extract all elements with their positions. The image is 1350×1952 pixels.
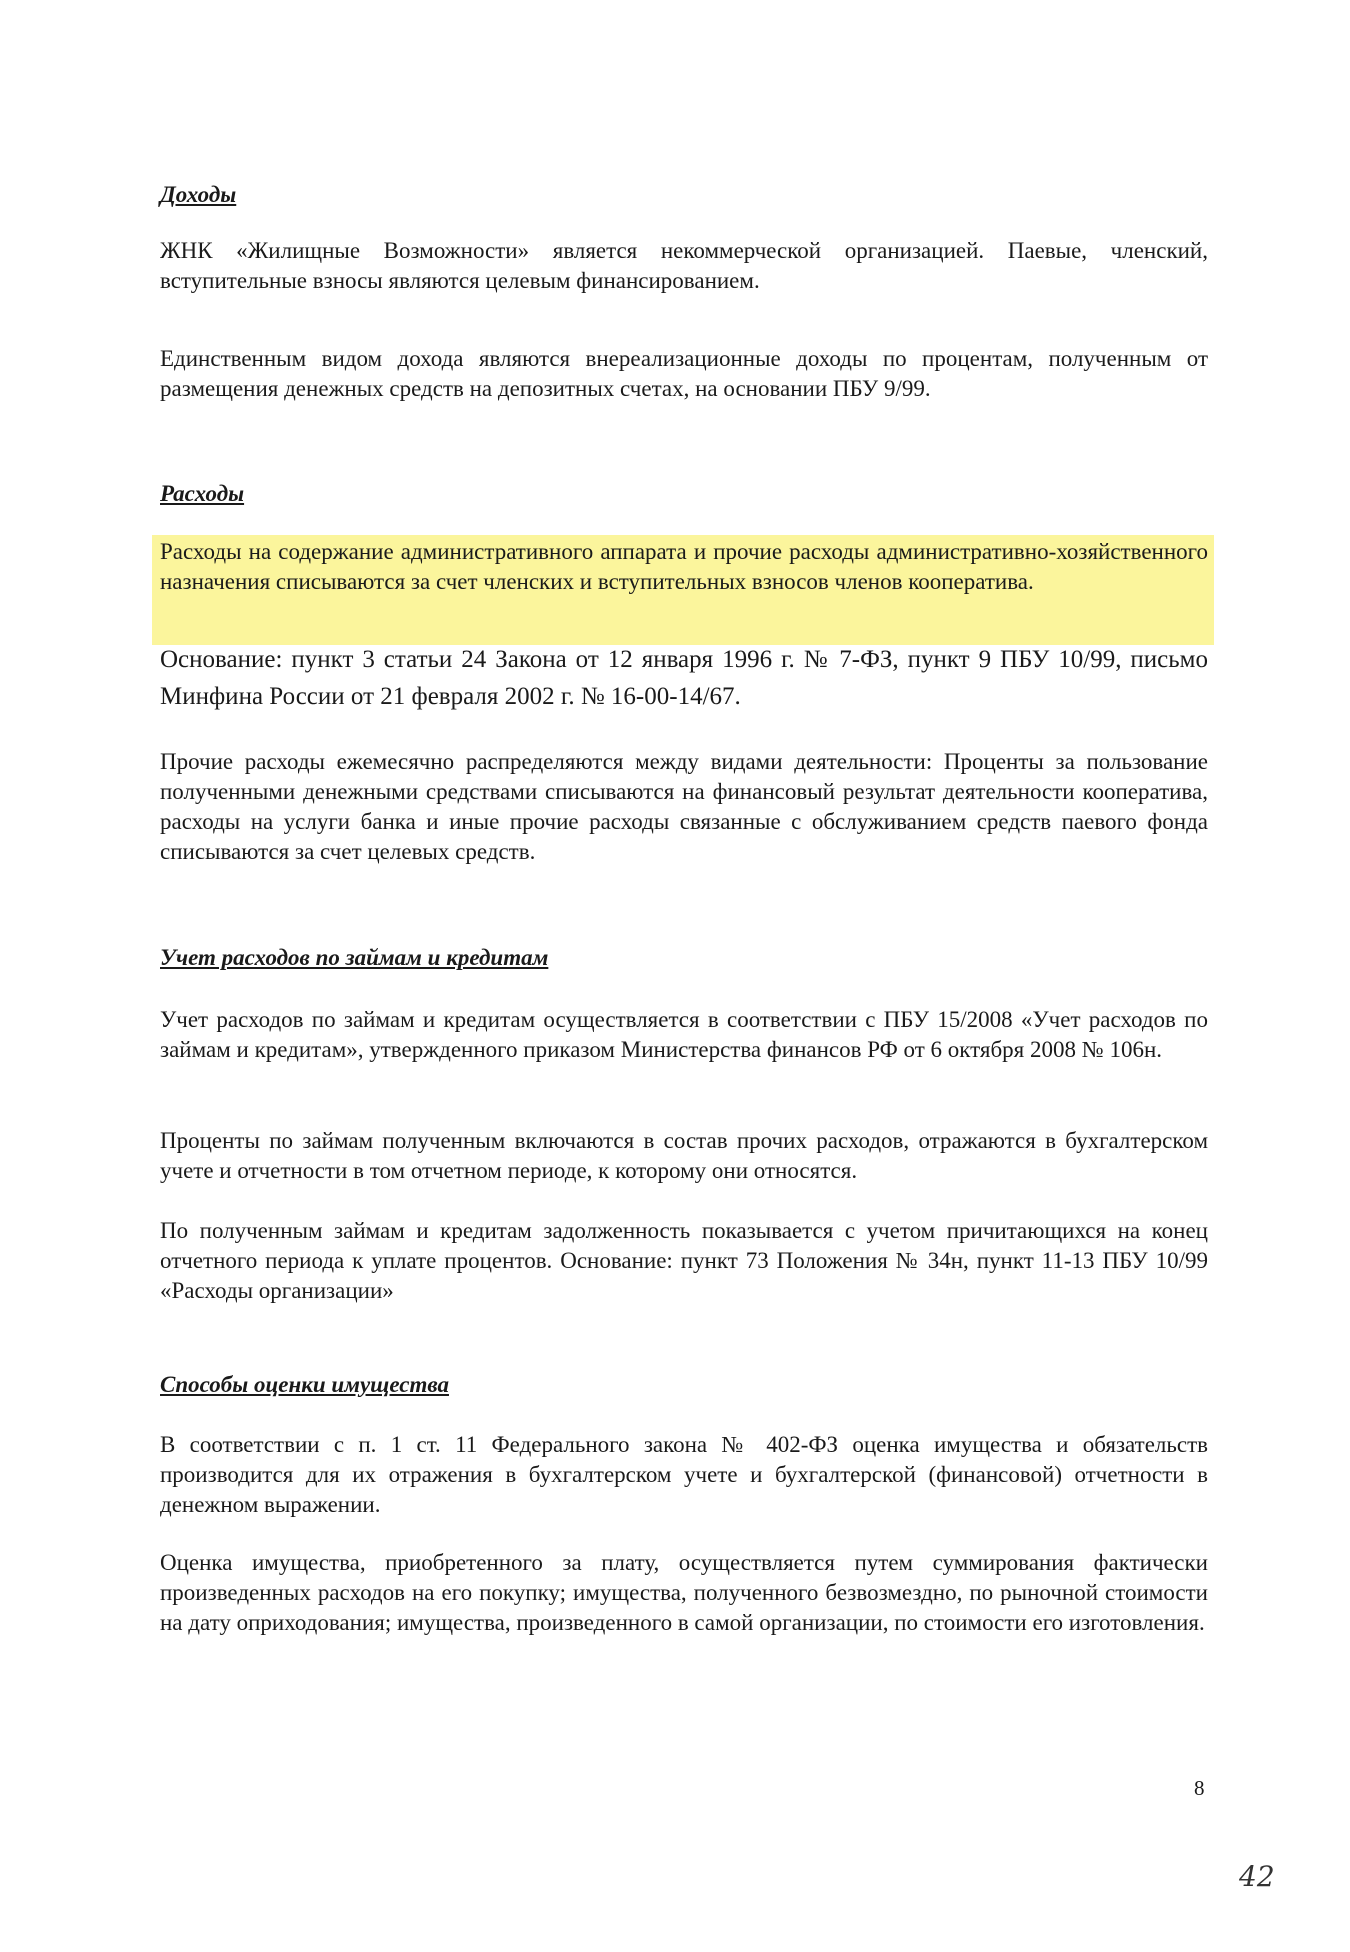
paragraph-loans-3: По полученным займам и кредитам задолженность показывается с учетом причитающихся на конец отчетного периода к уплате процентов. Основание: пункт 73 Положения № 34н, пункт 11-13 ПБУ 10/99 «Расходы организации» — [160, 1218, 1208, 1303]
heading-loans: Учет расходов по займам и кредитам — [160, 945, 549, 970]
paragraph-valuation-2: Оценка имущества, приобретенного за плату, осуществляется путем суммирования фактически произведенных расходов на его покупку; имущества, полученного безвозмездно, по рыночной стоимости на дату оприходования; имущества, произведенного в самой организации, по стоимости его изготовления. — [160, 1550, 1208, 1635]
heading-income: Доходы — [160, 182, 237, 207]
paragraph-valuation-1: В соответствии с п. 1 ст. 11 Федерального закона № 402-ФЗ оценка имущества и обязательств производится для их отражения в бухгалтерском учете и бухгалтерской (финансовой) отчетности в денежном выражении. — [160, 1432, 1208, 1517]
heading-expenses: Расходы — [160, 481, 245, 506]
handwritten-sheet-number: 42 — [1239, 1860, 1275, 1893]
heading-valuation: Способы оценки имущества — [160, 1372, 449, 1397]
paragraph-loans-2: Проценты по займам полученным включаются в состав прочих расходов, отражаются в бухгалтерском учете и отчетности в том отчетном периоде, к которому они относятся. — [160, 1128, 1208, 1183]
page-number: 8 — [1194, 1776, 1205, 1800]
paragraph-loans-1: Учет расходов по займам и кредитам осуществляется в соответствии с ПБУ 15/2008 «Учет расходов по займам и кредитам», утвержденного приказом Министерства финансов РФ от 6 октября 2008 № 106н. — [160, 1007, 1208, 1062]
paragraph-expenses-other: Прочие расходы ежемесячно распределяются между видами деятельности: Проценты за пользование полученными денежными средствами списываются на финансовый результат деятельности кооператива, расходы на услуги банка и иные прочие расходы связанные с обслуживанием средств паевого фонда списываются за счет целевых средств. — [160, 749, 1208, 864]
paragraph-income-1: ЖНК «Жилищные Возможности» является некоммерческой организацией. Паевые, членский, вступительные взносы являются целевым финансированием. — [160, 238, 1208, 293]
paragraph-expenses-basis: Основание: пункт 3 статьи 24 Закона от 12 января 1996 г. № 7-ФЗ, пункт 9 ПБУ 10/99, письмо Минфина России от 21 февраля 2002 г. № 16-00-14/67. — [160, 646, 1208, 710]
paragraph-expenses-highlighted: Расходы на содержание административного аппарата и прочие расходы административно-хозяйственного назначения списываются за счет членских и вступительных взносов членов кооператива. — [160, 539, 1208, 594]
paragraph-income-2: Единственным видом дохода являются внереализационные доходы по процентам, полученным от размещения денежных средств на депозитных счетах, на основании ПБУ 9/99. — [160, 346, 1208, 401]
